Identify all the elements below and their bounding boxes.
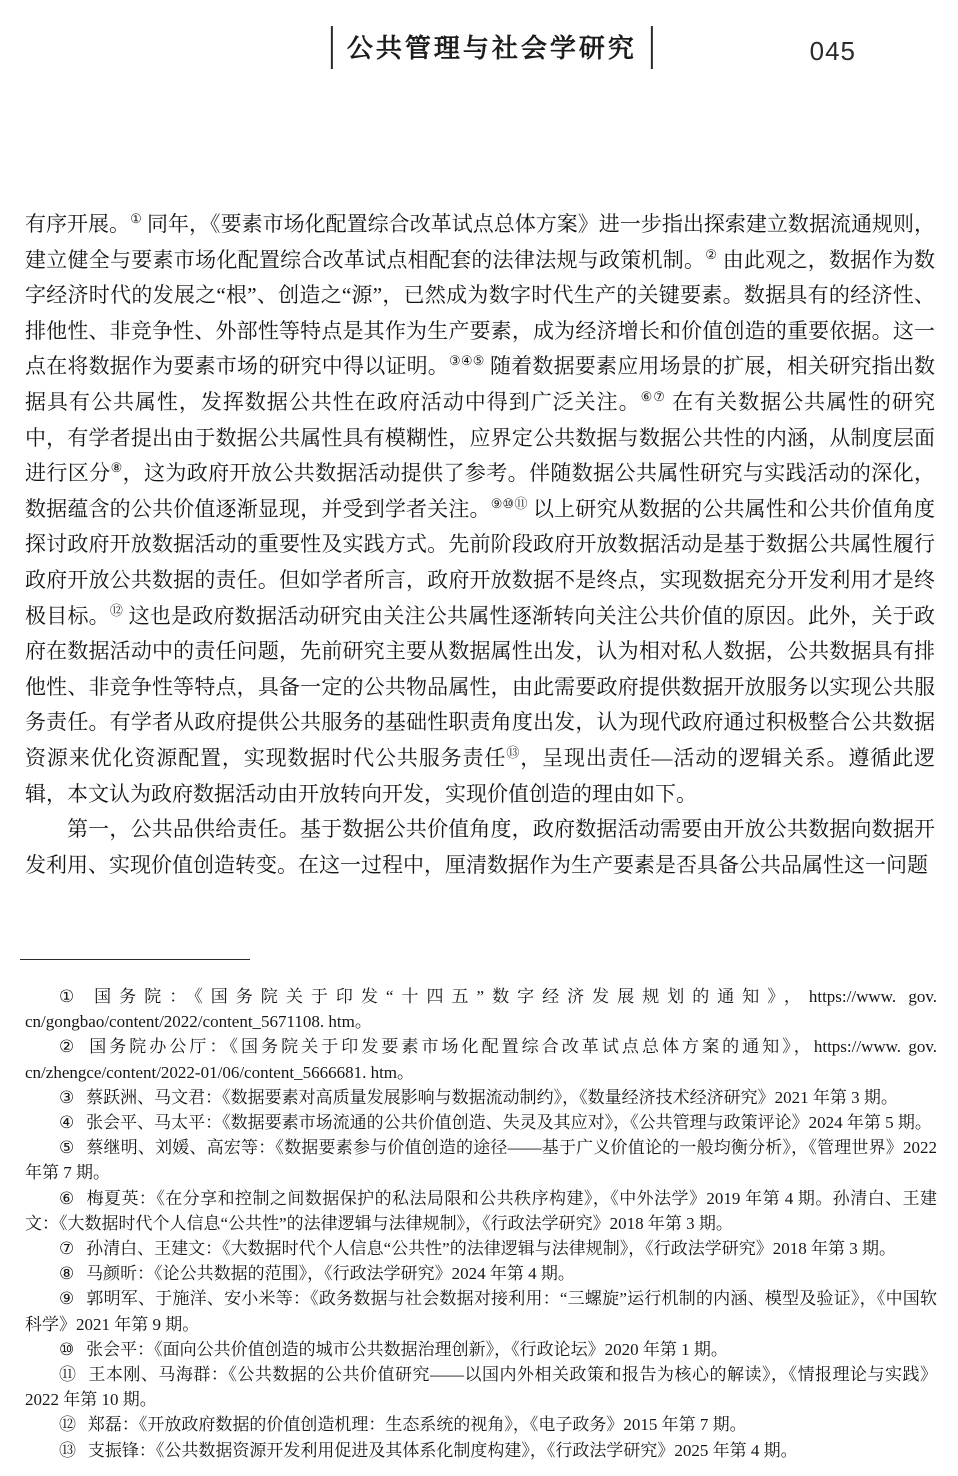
footnote-ref: ⑨⑩⑪ bbox=[490, 495, 528, 511]
footnote-marker: ⑬ bbox=[59, 1440, 76, 1460]
footnote-item: ⑬ 支振锋：《公共数据资源开发利用促进及其体系化制度构建》，《行政法学研究》2025 年第 4 期。 bbox=[59, 1440, 798, 1460]
footnote-item: ⑦ 孙清白、王建文：《大数据时代个人信息“公共性”的法律逻辑与法律规制》，《行政法学研究》2018 年第 3 期。 bbox=[59, 1239, 896, 1259]
footnote-item: ② 国务院办公厅：《国务院关于印发要素市场化配置综合改革试点总体方案的通知》，https://www. gov. cn/zhengce/content/2022-01/06/content_5666681. htm。 bbox=[25, 1037, 937, 1082]
footnote-ref: ⑥⑦ bbox=[640, 388, 666, 404]
footnote-item: ⑤ 蔡继明、刘媛、高宏等：《数据要素参与价值创造的途径——基于广义价值论的一般均衡分析》，《管理世界》2022 年第 7 期。 bbox=[25, 1138, 937, 1183]
footnote-ref: ① bbox=[130, 211, 142, 226]
footnote-marker: ② bbox=[59, 1037, 78, 1057]
footnote-marker: ⑥ bbox=[59, 1188, 75, 1208]
footnote-marker: ④ bbox=[59, 1113, 75, 1133]
footnote-marker: ⑤ bbox=[59, 1138, 75, 1158]
footnote-marker: ⑨ bbox=[59, 1289, 75, 1309]
body-paragraph: 有序开展。① 同年，《要素市场化配置综合改革试点总体方案》进一步指出探索建立数据流通规则，建立健全与要素市场化配置综合改革试点相配套的法律法规与政策机制。② 由此观之，数据作为数字经济时代的发展之“根”、创造之“源”，已然成为数字时代生产的关键要素。数据具有的经济性、排他性、非竞争性、外部性等特点是其作为生产要素，成为经济增长和价值创造的重要依据。这一点在将数据作为要素市场的研究中得以证明。③④⑤ 随着数据要素应用场景的扩展，相关研究指出数据具有公共属性，发挥数据公共性在政府活动中得到广泛关注。⑥⑦ 在有关数据公共属性的研究中，有学者提出由于数据公共属性具有模糊性，应界定公共数据与数据公共性的内涵，从制度层面进行区分⑧，这为政府开放公共数据活动提供了参考。伴随数据公共属性研究与实践活动的深化，数据蕴含的公共价值逐渐显现，并受到学者关注。⑨⑩⑪ 以上研究从数据的公共属性和公共价值角度探讨政府开放数据活动的重要性及实践方式。先前阶段政府开放数据活动是基于数据公共属性履行政府开放公共数据的责任。但如学者所言，政府开放数据不是终点，实现数据充分开发利用才是终极目标。⑫ 这也是政府数据活动研究由关注公共属性逐渐转向关注公共价值的原因。此外，关于政府在数据活动中的责任问题，先前研究主要从数据属性出发，认为相对私人数据，公共数据具有排他性、非竞争性等特点，具备一定的公共物品属性，由此需要政府提供数据开放服务以实现公共服务责任。有学者从政府提供公共服务的基础性职责角度出发，认为现代政府通过积极整合公共数据资源来优化资源配置，实现数据时代公共服务责任⑬，呈现出责任—活动的逻辑关系。遵循此逻辑，本文认为政府数据活动由开放转向开发，实现价值创造的理由如下。 bbox=[25, 211, 936, 806]
section-title-box bbox=[331, 26, 653, 69]
section-title: 公共管理与社会学研究 bbox=[346, 33, 637, 63]
footnotes-section bbox=[25, 984, 937, 1463]
footnote-marker: ③ bbox=[59, 1087, 75, 1107]
footnote-ref: ⑫ bbox=[109, 602, 124, 618]
footnote-marker: ⑩ bbox=[59, 1339, 75, 1359]
footnote-item: ⑪ 王本刚、马海群：《公共数据的公共价值研究——以国内外相关政策和报告为核心的解读》，《情报理论与实践》2022 年第 10 期。 bbox=[25, 1365, 938, 1410]
footnote-ref: ③④⑤ bbox=[449, 353, 485, 369]
footnote-item: ⑥ 梅夏英：《在分享和控制之间数据保护的私法局限和公共秩序构建》，《中外法学》2019 年第 4 期。孙清白、王建文：《大数据时代个人信息“公共性”的法律逻辑与法律规制》，《行政法学研究》2018 年第 3 期。 bbox=[25, 1188, 937, 1233]
footnote-marker: ⑦ bbox=[59, 1239, 75, 1259]
footnote-marker: ⑪ bbox=[59, 1365, 77, 1385]
article-body bbox=[25, 207, 935, 883]
footnote-item: ⑧ 马颜昕：《论公共数据的范围》，《行政法学研究》2024 年第 4 期。 bbox=[59, 1264, 575, 1284]
footnote-marker: ⑧ bbox=[59, 1264, 75, 1284]
footnote-ref: ⑧ bbox=[110, 460, 123, 476]
footnote-ref: ⑬ bbox=[506, 744, 521, 760]
footnote-item: ⑨ 郭明军、于施洋、安小米等：《政务数据与社会数据对接利用：“三螺旋”运行机制的内涵、模型及验证》，《中国软科学》2021 年第 9 期。 bbox=[25, 1289, 937, 1334]
footnote-item: ⑩ 张会平：《面向公共价值创造的城市公共数据治理创新》，《行政论坛》2020 年第 1 期。 bbox=[59, 1339, 728, 1359]
body-paragraph: 第一，公共品供给责任。基于数据公共价值角度，政府数据活动需要由开放公共数据向数据开发利用、实现价值创造转变。在这一过程中，厘清数据作为生产要素是否具备公共品属性这一问题 bbox=[25, 817, 935, 877]
footnote-ref: ② bbox=[705, 246, 718, 262]
page-header bbox=[0, 26, 958, 70]
footnote-item: ① 国务院：《国务院关于印发“十四五”数字经济发展规划的通知》，https://www. gov. cn/gongbao/content/2022/content_5671108. htm。 bbox=[25, 987, 937, 1032]
footnote-marker: ⑫ bbox=[59, 1415, 76, 1435]
footnote-item: ③ 蔡跃洲、马文君：《数据要素对高质量发展影响与数据流动制约》，《数量经济技术经济研究》2021 年第 3 期。 bbox=[59, 1087, 898, 1107]
page-number: 045 bbox=[809, 36, 856, 66]
footnote-separator bbox=[20, 959, 250, 960]
footnote-item: ⑫ 郑磊：《开放政府数据的价值创造机理：生态系统的视角》，《电子政务》2015 年第 7 期。 bbox=[59, 1415, 747, 1435]
footnote-item: ④ 张会平、马太平：《数据要素市场流通的公共价值创造、失灵及其应对》，《公共管理与政策评论》2024 年第 5 期。 bbox=[59, 1113, 932, 1133]
footnote-marker: ① bbox=[59, 987, 83, 1006]
